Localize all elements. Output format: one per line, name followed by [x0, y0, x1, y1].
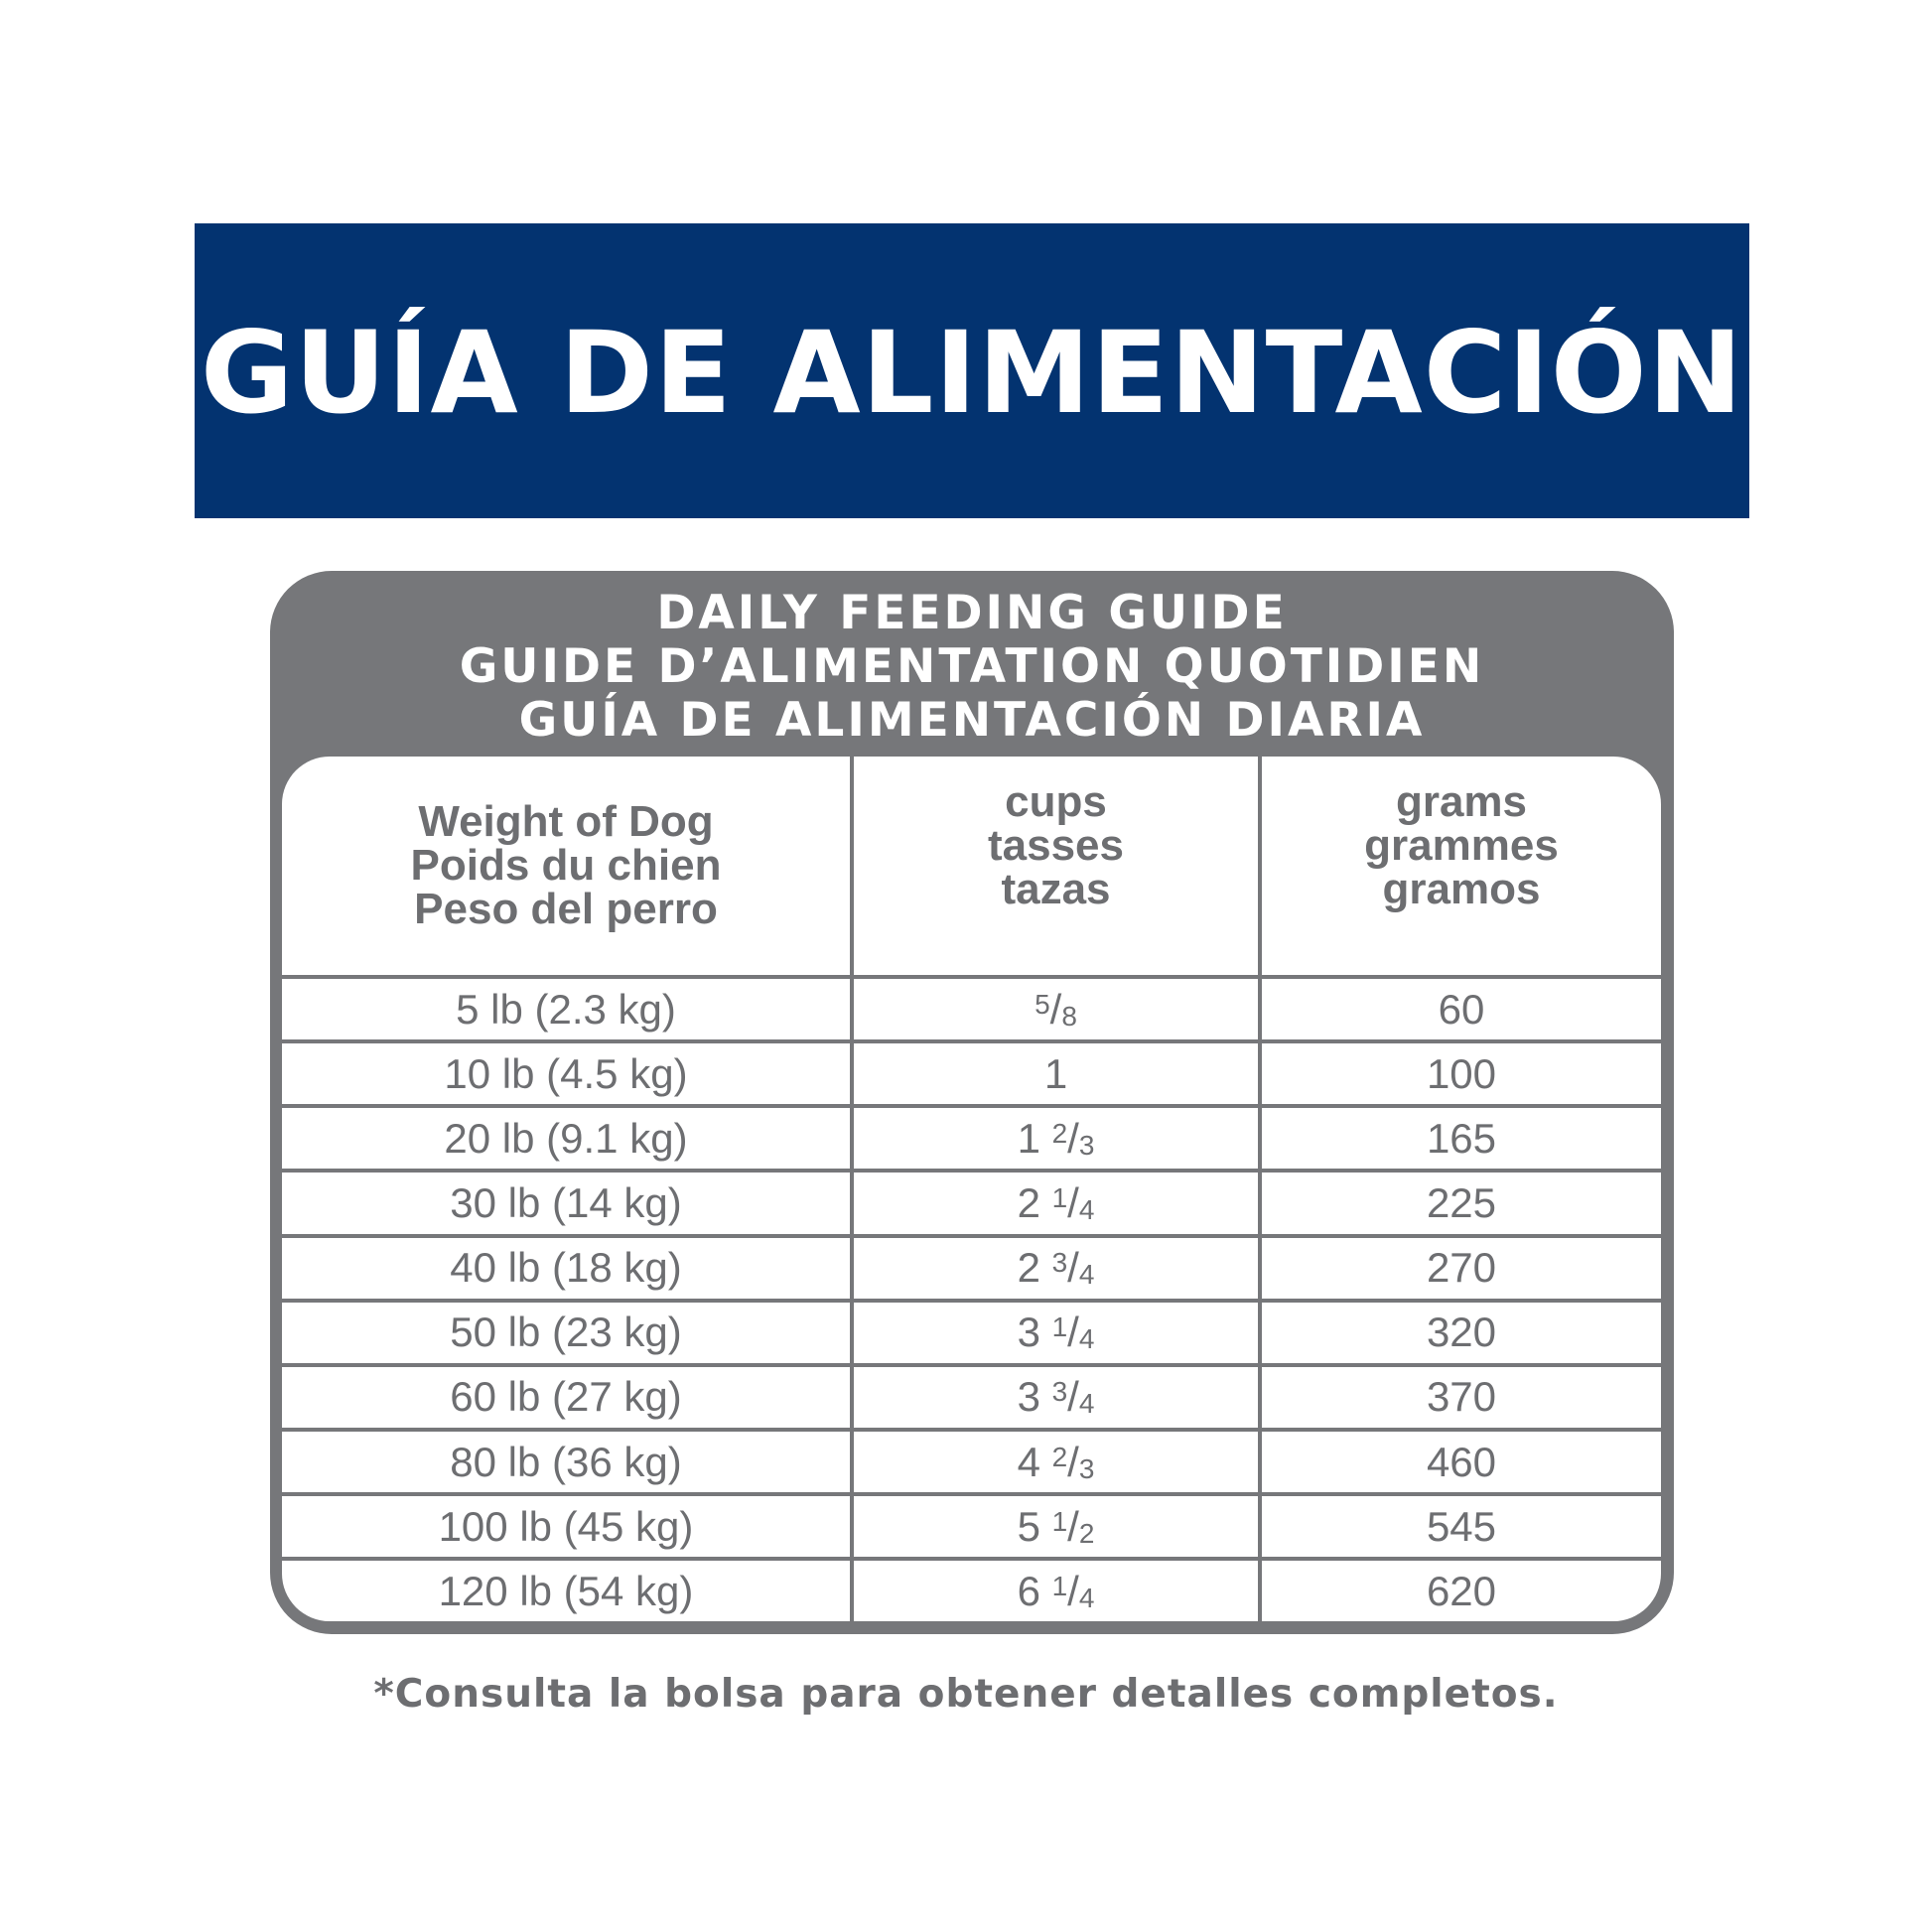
cups-cell	[852, 1106, 1260, 1171]
fraction-denominator: 4	[1078, 1582, 1095, 1613]
feeding-table-container	[282, 757, 1661, 1621]
fraction-denominator: 4	[1078, 1323, 1095, 1355]
weight-cell: 100 lb (45 kg)	[282, 1494, 852, 1559]
page-title: GUÍA DE ALIMENTACIÓN	[200, 307, 1744, 439]
cups-fraction: $^2/_3$	[1051, 1114, 1095, 1162]
cups-fraction: $^1/_4$	[1051, 1178, 1095, 1226]
header-line: cups	[1005, 777, 1107, 826]
cups-whole: 4	[1017, 1438, 1040, 1485]
weight-cell: 60 lb (27 kg)	[282, 1365, 852, 1430]
grams-cell: 60	[1260, 977, 1661, 1041]
fraction-denominator: 8	[1061, 1000, 1077, 1032]
footnote: *Consulta la bolsa para obtener detalles completos.	[373, 1672, 1559, 1717]
feeding-guide-panel	[270, 571, 1674, 1634]
table-row	[282, 1106, 1661, 1171]
weight-cell: 50 lb (23 kg)	[282, 1301, 852, 1365]
cups-fraction: $^5/_8$	[1035, 985, 1077, 1033]
weight-cell: 20 lb (9.1 kg)	[282, 1106, 852, 1171]
fraction-denominator: 4	[1078, 1259, 1095, 1291]
grams-cell: 460	[1260, 1430, 1661, 1494]
cups-cell	[852, 1430, 1260, 1494]
grams-cell: 165	[1260, 1106, 1661, 1171]
grams-cell: 320	[1260, 1301, 1661, 1365]
fraction-numerator: 3	[1051, 1376, 1068, 1408]
cups-fraction: $^1/_2$	[1051, 1502, 1095, 1550]
header-line: Poids du chien	[410, 841, 722, 890]
table-row	[282, 1171, 1661, 1235]
fraction-denominator: 2	[1078, 1517, 1095, 1549]
cups-whole: 3	[1017, 1309, 1040, 1356]
feeding-guide-heading	[270, 587, 1674, 748]
fraction-numerator: 2	[1051, 1441, 1068, 1472]
header-line: grammes	[1364, 821, 1559, 870]
fraction-denominator: 4	[1078, 1193, 1095, 1225]
grams-cell: 225	[1260, 1171, 1661, 1235]
cups-fraction: $^1/_4$	[1051, 1567, 1095, 1614]
header-line: tasses	[987, 821, 1124, 870]
header-line: Weight of Dog	[418, 797, 714, 846]
fraction-denominator: 3	[1078, 1129, 1095, 1161]
cups-whole: 3	[1017, 1373, 1040, 1421]
weight-cell: 5 lb (2.3 kg)	[282, 977, 852, 1041]
cups-fraction: $^2/_3$	[1051, 1438, 1095, 1485]
cups-cell	[852, 1236, 1260, 1301]
cups-cell	[852, 1171, 1260, 1235]
heading-line-fr: GUIDE D’ALIMENTATION QUOTIDIEN	[459, 639, 1485, 694]
cups-whole: 6	[1017, 1567, 1040, 1614]
cups-cell	[852, 977, 1260, 1041]
column-header-cups	[852, 757, 1260, 977]
cups-cell	[852, 1041, 1260, 1106]
header-line: grams	[1395, 777, 1528, 826]
table-row	[282, 1430, 1661, 1494]
title-banner	[195, 223, 1749, 518]
header-line: Peso del perro	[414, 885, 718, 933]
fraction-numerator: 2	[1051, 1117, 1068, 1149]
cups-fraction: $^1/_4$	[1051, 1309, 1095, 1356]
fraction-denominator: 3	[1078, 1452, 1095, 1484]
column-header-grams	[1260, 757, 1661, 977]
cups-fraction: $^3/_4$	[1051, 1244, 1095, 1292]
cups-whole: 1	[1017, 1114, 1040, 1162]
cups-cell	[852, 1494, 1260, 1559]
grams-cell: 370	[1260, 1365, 1661, 1430]
fraction-denominator: 4	[1078, 1388, 1095, 1420]
weight-cell: 10 lb (4.5 kg)	[282, 1041, 852, 1106]
table-row	[282, 1559, 1661, 1621]
table-header-row	[282, 757, 1661, 977]
grams-cell: 545	[1260, 1494, 1661, 1559]
cups-whole: 2	[1017, 1178, 1040, 1226]
header-line: gramos	[1382, 865, 1541, 913]
grams-cell: 620	[1260, 1559, 1661, 1621]
weight-cell: 120 lb (54 kg)	[282, 1559, 852, 1621]
fraction-numerator: 5	[1035, 988, 1050, 1020]
table-row	[282, 1301, 1661, 1365]
fraction-numerator: 1	[1051, 1311, 1068, 1343]
weight-cell: 80 lb (36 kg)	[282, 1430, 852, 1494]
feeding-table	[282, 757, 1661, 1621]
heading-line-en: DAILY FEEDING GUIDE	[656, 586, 1288, 640]
table-row	[282, 1365, 1661, 1430]
column-header-weight	[282, 757, 852, 977]
grams-cell: 270	[1260, 1236, 1661, 1301]
header-line: tazas	[1001, 865, 1111, 913]
table-row	[282, 1236, 1661, 1301]
heading-line-es: GUÍA DE ALIMENTACIÓN DIARIA	[518, 693, 1426, 748]
weight-cell: 40 lb (18 kg)	[282, 1236, 852, 1301]
cups-whole: 5	[1017, 1502, 1040, 1550]
table-row	[282, 977, 1661, 1041]
table-row	[282, 1494, 1661, 1559]
cups-cell	[852, 1365, 1260, 1430]
fraction-numerator: 1	[1051, 1181, 1068, 1213]
cups-cell	[852, 1301, 1260, 1365]
table-row	[282, 1041, 1661, 1106]
cups-whole: 2	[1017, 1244, 1040, 1292]
weight-cell: 30 lb (14 kg)	[282, 1171, 852, 1235]
fraction-numerator: 1	[1051, 1570, 1068, 1601]
fraction-numerator: 1	[1051, 1505, 1068, 1537]
grams-cell: 100	[1260, 1041, 1661, 1106]
cups-cell	[852, 1559, 1260, 1621]
cups-whole: 1	[1043, 1049, 1068, 1097]
fraction-numerator: 3	[1051, 1247, 1068, 1279]
cups-fraction: $^3/_4$	[1051, 1373, 1095, 1421]
